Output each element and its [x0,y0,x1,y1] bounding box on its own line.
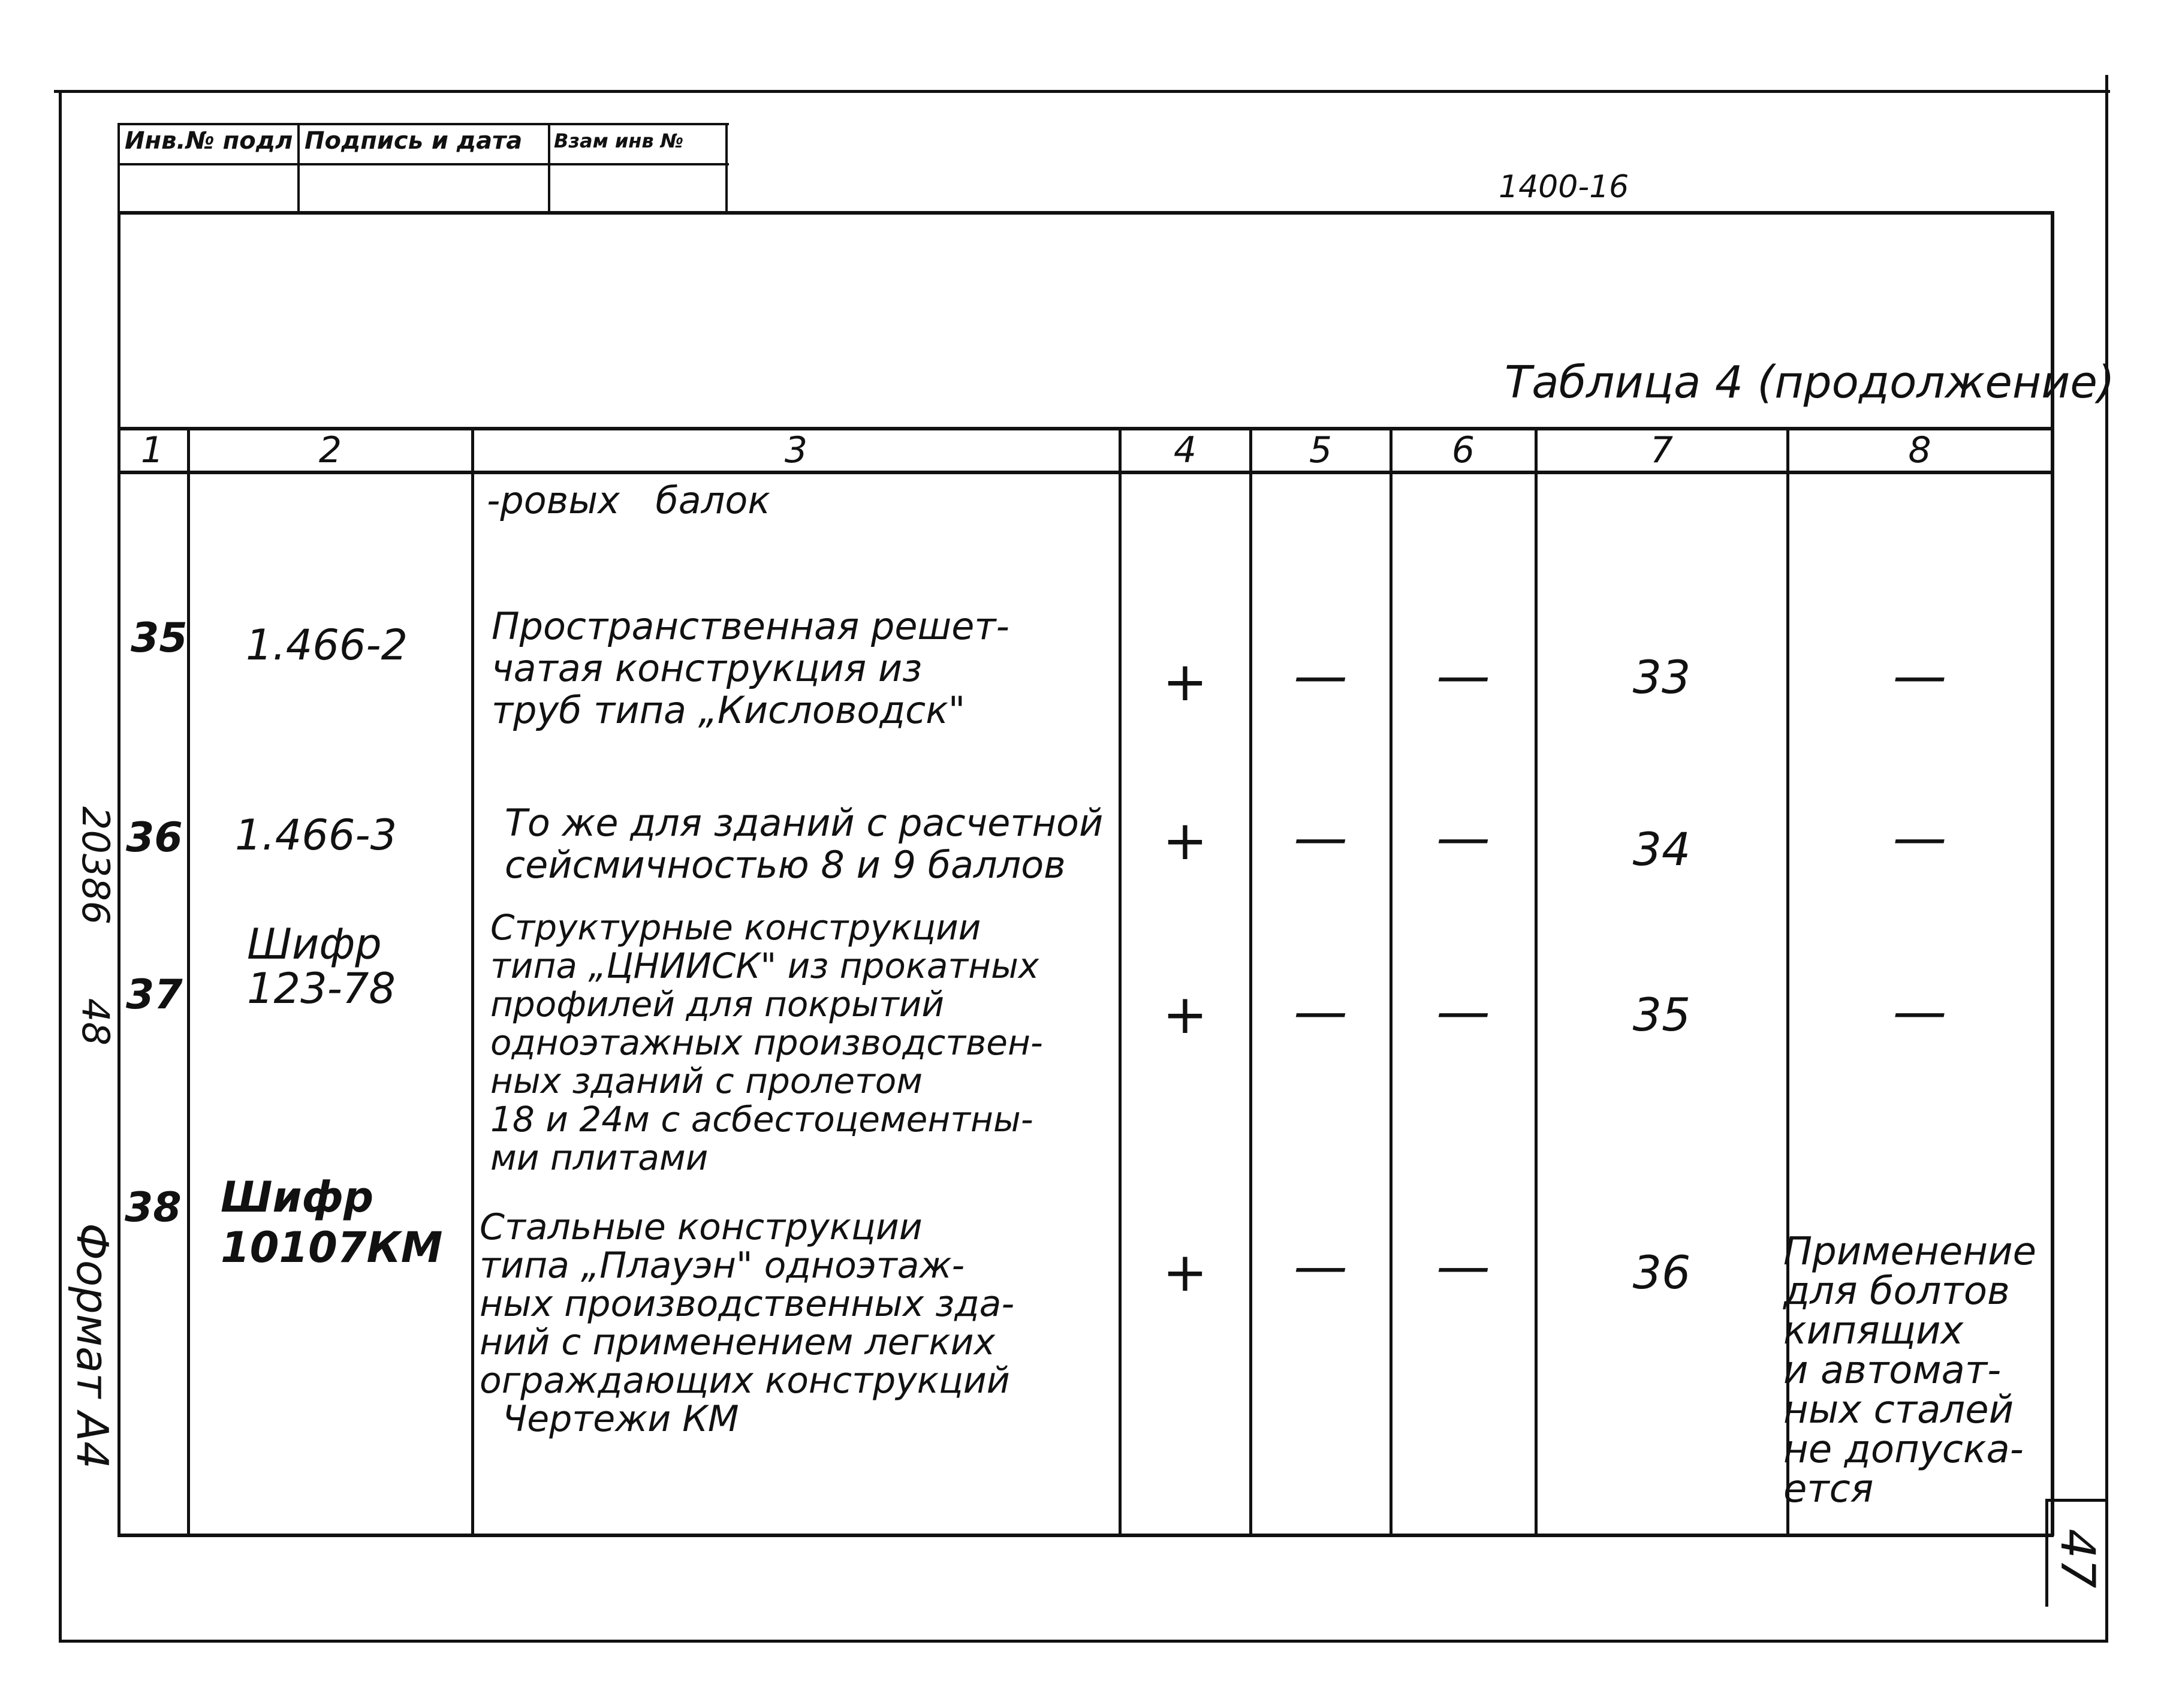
document-code: 1400-16 [1499,169,1629,205]
row-35-col7: 33 [1632,650,1691,704]
side-format: Формат А4 [67,1223,117,1469]
row-37-col8: — [1892,980,1947,1043]
stamp-right-line [725,123,728,213]
row-37-col7: 35 [1632,988,1691,1041]
row-38-code: Шифр 10107КМ [221,1173,443,1272]
row-36-number: 36 [126,814,183,861]
row-35-col8: — [1892,644,1947,707]
header-col-7: 7 [1650,429,1674,471]
frame-bottom-line [59,1640,2108,1643]
page-box-left [2045,1499,2048,1607]
header-col-8: 8 [1908,429,1931,471]
side-number: 20386 [74,806,117,925]
row-36-col7: 34 [1632,823,1691,876]
header-col-4: 4 [1173,429,1197,471]
col-div-3 [1119,427,1122,1536]
row-38-col4: + [1162,1241,1208,1304]
row-35-code: 1.466-2 [246,620,408,670]
row-35-col4: + [1162,650,1208,713]
row-38-col5: — [1294,1235,1348,1298]
col-div-1 [187,427,190,1536]
table-caption: Таблица 4 (продолжение) [1505,357,2115,408]
row-36-col8: — [1892,806,1947,869]
stamp-label-replace: Взам инв № [554,129,684,152]
side-sub: 48 [74,998,117,1046]
table-bottom-line [117,1534,2054,1537]
table-top-line [117,211,2054,215]
stamp-left-line [117,123,120,213]
row-35-col5: — [1294,644,1348,707]
row-36-col5: — [1294,806,1348,869]
row-38-col7: 36 [1632,1246,1691,1299]
row-38-description: Стальные конструкции типа „Плауэн" одноэтаж- ных производственных зда- ний с применением легких ограждающих конструкций Чертежи КМ [480,1206,1015,1440]
continued-text: -ровых балок [487,478,770,522]
table-left-line [117,211,120,1536]
header-col-6: 6 [1451,429,1475,471]
row-38-number: 38 [125,1184,182,1231]
table-right-line [2051,211,2054,1536]
header-col-1: 1 [140,429,164,471]
row-38-col6: — [1436,1235,1490,1298]
frame-top-line [54,90,2110,93]
row-35-number: 35 [131,614,188,662]
row-35-col6: — [1436,644,1490,707]
page-number: 47 [2050,1529,2104,1589]
header-col-3: 3 [784,429,808,471]
stamp-top-line [117,123,729,125]
row-36-col6: — [1436,806,1490,869]
row-37-number: 37 [126,971,183,1019]
row-37-description: Структурные конструкции типа „ЦНИИСК" из прокатных профилей для покрытий одноэтажных производствен- ных зданий с пролетом 18 и 24м с асбестоцементны- ми плитами [490,907,1043,1178]
row-36-description: То же для зданий с расчетной сейсмичностью 8 и 9 баллов [505,801,1104,887]
row-36-col4: + [1162,809,1208,872]
row-37-col6: — [1436,980,1490,1043]
header-col-5: 5 [1309,429,1333,471]
frame-left-line [59,90,62,1643]
row-37-col5: — [1294,980,1348,1043]
frame-top-tick [84,90,120,93]
stamp-label-signature: Подпись и дата [305,127,523,155]
stamp-div2 [548,123,550,213]
row-35-description: Пространственная решет- чатая конструкция из труб типа „Кисловодск" [492,604,1009,732]
frame-right-line [2105,75,2108,1643]
header-col-2: 2 [318,429,342,471]
col-div-6 [1535,427,1538,1536]
row-38-col8: Применение для болтов кипящих и автомат- ных сталей не допуска- ется [1783,1230,2037,1511]
row-37-col4: + [1162,983,1208,1046]
stamp-div1 [297,123,300,213]
row-37-code: Шифр 123-78 [247,920,396,1013]
stamp-mid-line [117,163,729,165]
page-box-top [2045,1499,2108,1502]
col-div-2 [471,427,474,1536]
stamp-label-inv: Инв.№ подл [125,127,293,155]
row-36-code: 1.466-3 [235,811,397,860]
